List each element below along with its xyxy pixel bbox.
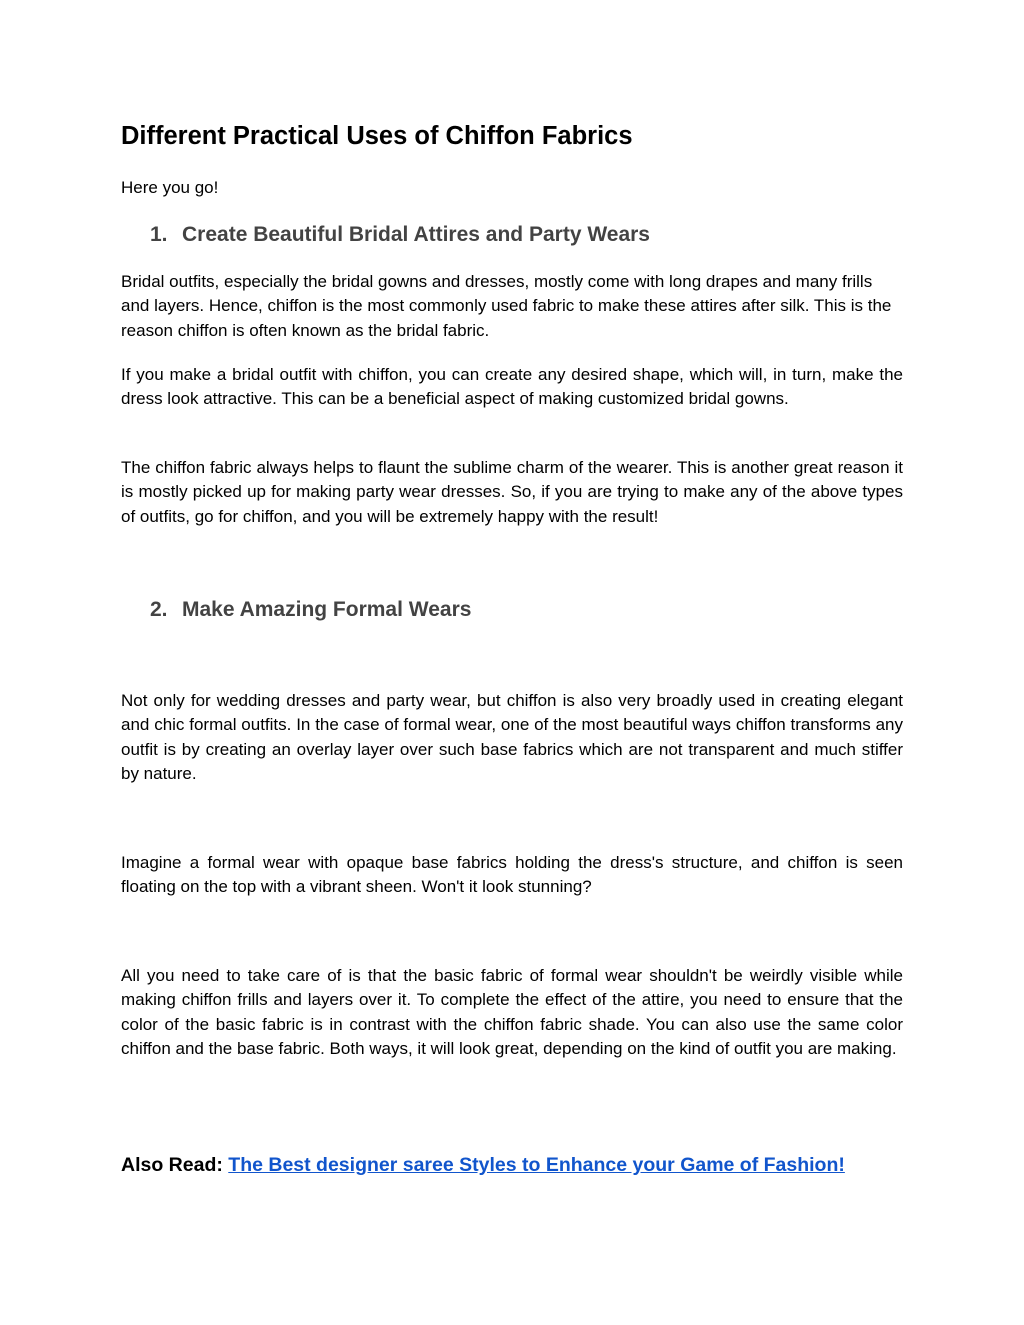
section-2-paragraph-2: Imagine a formal wear with opaque base fabrics holding the dress's structure, and chiffon is seen floating on the top with a vibrant sheen. Won't it look stunning? xyxy=(121,853,903,897)
document-title: Different Practical Uses of Chiffon Fabrics xyxy=(121,122,633,150)
section-2-heading xyxy=(150,596,471,624)
section-2-paragraph-1: Not only for wedding dresses and party wear, but chiffon is also very broadly used in creating elegant and chic formal outfits. In the case of formal wear, one of the most beautiful ways chiffon transforms any outfit is by creating an overlay layer over such base fabrics which are not transparent and much stiffer by nature. xyxy=(121,691,903,783)
section-2-number: 2. xyxy=(150,598,168,621)
section-1-heading xyxy=(150,221,650,249)
section-1-paragraph-2: If you make a bridal outfit with chiffon, you can create any desired shape, which will, in turn, make the dress look attractive. This can be a beneficial aspect of making customized bridal gowns. xyxy=(121,365,903,409)
section-1-heading-text: Create Beautiful Bridal Attires and Party Wears xyxy=(182,223,650,246)
section-1-paragraph-3: The chiffon fabric always helps to flaunt the sublime charm of the wearer. This is another great reason it is mostly picked up for making party wear dresses. So, if you are trying to make any of the above types of outfits, go for chiffon, and you will be extremely happy with the result! xyxy=(121,458,903,526)
section-1-number: 1. xyxy=(150,223,168,246)
also-read xyxy=(121,1152,845,1178)
section-2-heading-text: Make Amazing Formal Wears xyxy=(182,598,472,621)
section-2-paragraph-3: All you need to take care of is that the basic fabric of formal wear shouldn't be weirdly visible while making chiffon frills and layers over it. To complete the effect of the attire, you need to ensure that the color of the basic fabric is in contrast with the chiffon fabric shade. You can also use the same color chiffon and the base fabric. Both ways, it will look great, depending on the kind of outfit you are making. xyxy=(121,966,903,1058)
also-read-link[interactable]: The Best designer saree Styles to Enhance your Game of Fashion! xyxy=(228,1154,845,1176)
intro-text: Here you go! xyxy=(121,178,219,197)
also-read-label: Also Read: xyxy=(121,1154,223,1176)
section-1-paragraph-1: Bridal outfits, especially the bridal gowns and dresses, mostly come with long drapes and many frills and layers. Hence, chiffon is the most commonly used fabric to make these attires after silk. This is the reason chiffon is often known as the bridal fabric. xyxy=(121,272,892,340)
